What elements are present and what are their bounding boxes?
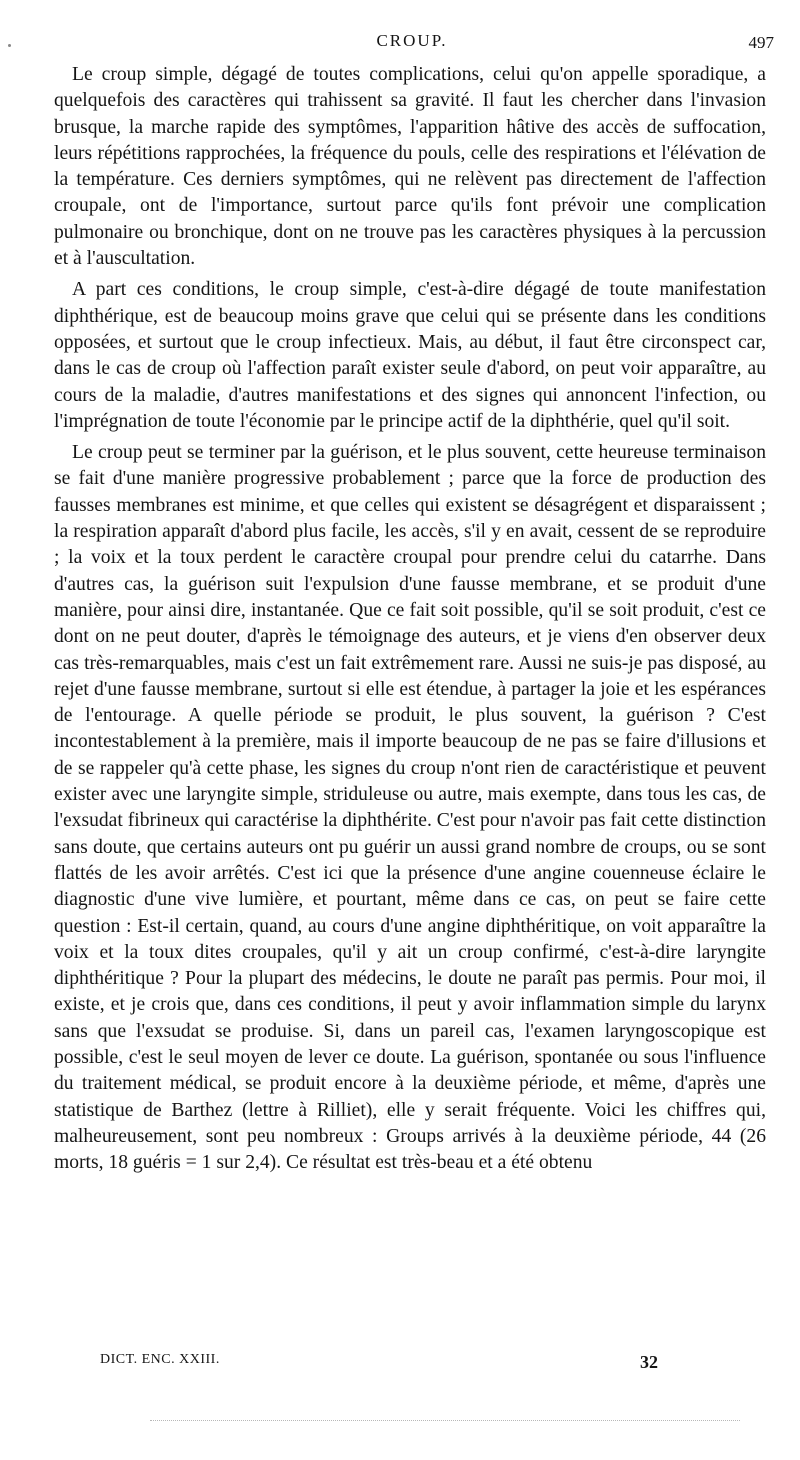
paragraph: Le croup simple, dégagé de toutes complications, celui qu'on appelle sporadique, a quelquefois des caractères qui trahissent sa gravité. Il faut les chercher dans l'invasion brusque, la marche rapide des symptômes, l'apparition hâtive des accès de suffocation, leurs répétitions rapprochées, la fréquence du pouls, celle des respirations et l'élévation de la température. Ces derniers symptômes, qui ne relèvent pas directement de l'affection croupale, ont de l'importance, surtout parce qu'ils font prévoir une complication pulmonaire ou bronchique, dont on ne trouve pas les caractères physiques à la percussion et à l'auscultation. xyxy=(54,64,766,270)
margin-speck xyxy=(8,44,11,47)
sheet-number: 32 xyxy=(640,1352,658,1372)
page-number: 497 xyxy=(748,33,774,52)
page-footer xyxy=(100,1352,700,1376)
running-head xyxy=(54,31,774,57)
body-text xyxy=(54,62,766,1181)
paragraph: Le croup peut se terminer par la guérison, et le plus souvent, cette heureuse terminaison se fait d'une manière progressive probablement ; parce que la force de production des fausses membranes est minime, et que celles qui existent se désagrégent et disparaissent ; la respiration apparaît d'abord plus facile, les accès, s'il y en avait, cessent de se reproduire ; la voix et la toux perdent le caractère croupal pour prendre celui du catarrhe. Dans d'autres cas, la guérison suit l'expulsion d'une fausse membrane, et se produit d'une manière, pour ainsi dire, instantanée. Que ce fait soit possible, qu'il se soit produit, c'est ce dont on ne peut douter, d'après le témoignage des auteurs, et je viens d'en observer deux cas très-remarquables, mais c'est un fait extrêmement rare. Aussi ne suis-je pas disposé, au rejet d'une fausse membrane, surtout si elle est étendue, à partager la joie et les espérances de l'entourage. A quelle période se produit, le plus souvent, la guérison ? C'est incontestablement à la première, mais il importe beaucoup de ne pas se faire d'illusions et de se rappeler qu'à cette phase, les signes du croup n'ont rien de caractéristique et peuvent exister avec une laryngite simple, striduleuse ou autre, mais exempte, dans tous les cas, de l'exsudat fibrineux qui caractérise la diphthérite. C'est pour n'avoir pas fait cette distinction sans doute, que certains auteurs ont pu guérir un aussi grand nombre de croups, ou se sont flattés de les avoir arrêtés. C'est ici que la présence d'une angine couenneuse éclaire le diagnostic d'une vive lumière, et pourtant, même dans ce cas, on peut se faire cette question : Est-il certain, quand, au cours d'une angine diphthéritique, on voit apparaître la voix et la toux dites croupales, qu'il y ait un croup confirmé, c'est-à-dire laryngite diphthéritique ? Pour la plupart des médecins, le doute ne paraît pas permis. Pour moi, il existe, et je crois que, dans ces conditions, il peut y avoir inflammation simple du larynx sans que l'exsudat se produise. Si, dans un pareil cas, l'examen laryngoscopique est possible, c'est le seul moyen de lever ce doute. La guérison, spontanée ou sous l'influence du traitement médical, se produit encore à la deuxième période, et même, d'après une statistique de Barthez (lettre à Rilliet), elle y serait fréquente. Voici les chiffres qui, malheureusement, sont peu nombreux : Groups arrivés à la deuxième période, 44 (26 morts, 18 guéris = 1 sur 2,4). Ce résultat est très-beau et a été obtenu xyxy=(54,442,766,1174)
signature-mark: DICT. ENC. XXIII. xyxy=(100,1352,220,1367)
running-title: CROUP. xyxy=(376,31,448,50)
bottom-bleed-line xyxy=(150,1420,740,1421)
paragraph: A part ces conditions, le croup simple, c'est-à-dire dégagé de toute manifestation diphthérique, est de beaucoup moins grave que celui qui se présente dans les conditions opposées, et surtout que le croup infectieux. Mais, au début, il faut être circonspect car, dans le cas de croup où l'affection paraît exister seule d'abord, on peut voir apparaître, au cours de la maladie, d'autres manifestations et des signes qui annoncent l'infection, ou l'imprégnation de toute l'économie par le principe actif de la diphthérie, quel qu'il soit. xyxy=(54,279,766,432)
